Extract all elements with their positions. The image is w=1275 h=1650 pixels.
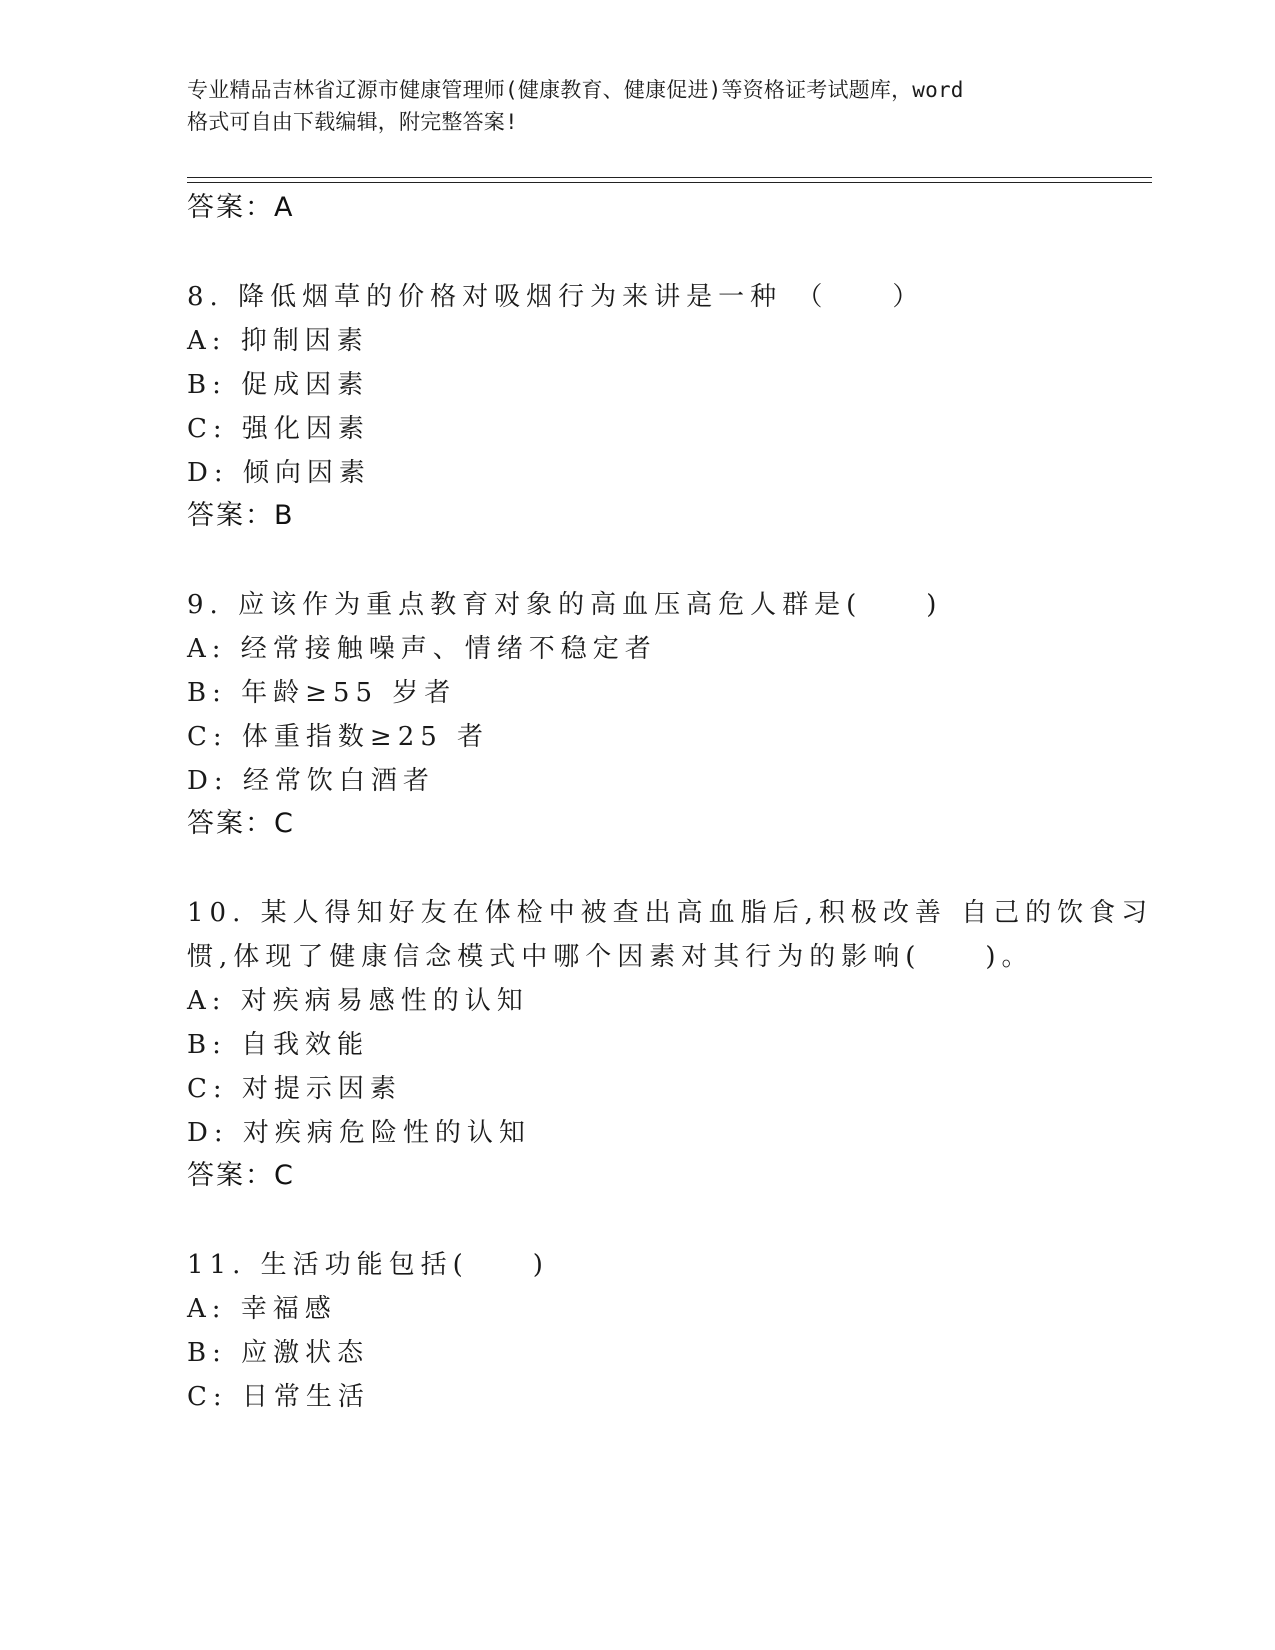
question-9-option-a: A: 经常接触噪声、情绪不稳定者 bbox=[187, 634, 657, 664]
question-11-option-b: B: 应激状态 bbox=[187, 1338, 370, 1368]
question-9-answer: 答案：C bbox=[187, 808, 295, 839]
question-10-option-a: A: 对疾病易感性的认知 bbox=[187, 986, 529, 1016]
question-8-option-d: D: 倾向因素 bbox=[187, 458, 371, 488]
question-9-option-c: C: 体重指数≥25 者 bbox=[187, 722, 490, 752]
question-11-option-a: A: 幸福感 bbox=[187, 1294, 337, 1324]
question-8-stem: 8. 降低烟草的价格对吸烟行为来讲是一种 （ ） bbox=[187, 282, 925, 312]
question-10-answer: 答案：C bbox=[187, 1160, 295, 1191]
question-8-option-c: C: 强化因素 bbox=[187, 414, 370, 444]
question-9-option-b: B: 年龄≥55 岁者 bbox=[187, 678, 457, 708]
question-8-option-b: B: 促成因素 bbox=[187, 370, 370, 400]
answer-previous: 答案：A bbox=[187, 192, 295, 223]
question-11-stem: 11. 生活功能包括( ) bbox=[187, 1250, 549, 1280]
header-rule-bottom bbox=[187, 182, 1152, 183]
question-10-option-d: D: 对疾病危险性的认知 bbox=[187, 1118, 531, 1148]
question-10-option-c: C: 对提示因素 bbox=[187, 1074, 402, 1104]
question-10-stem-line-1: 10. 某人得知好友在体检中被查出高血脂后,积极改善 自己的饮食习 bbox=[187, 898, 1154, 928]
question-11-option-c: C: 日常生活 bbox=[187, 1382, 370, 1412]
document-header bbox=[187, 74, 1117, 138]
header-line-1: 专业精品吉林省辽源市健康管理师(健康教育、健康促进)等资格证考试题库，word bbox=[187, 78, 964, 102]
question-10-stem-line-2: 惯,体现了健康信念模式中哪个因素对其行为的影响( )。 bbox=[187, 942, 1034, 972]
question-9-stem: 9. 应该作为重点教育对象的高血压高危人群是( ) bbox=[187, 590, 943, 620]
question-9-option-d: D: 经常饮白酒者 bbox=[187, 766, 435, 796]
question-8-answer: 答案：B bbox=[187, 500, 295, 531]
header-line-2: 格式可自由下载编辑，附完整答案! bbox=[187, 110, 518, 134]
question-10-option-b: B: 自我效能 bbox=[187, 1030, 370, 1060]
question-8-option-a: A: 抑制因素 bbox=[187, 326, 369, 356]
header-rule-top bbox=[187, 177, 1152, 178]
